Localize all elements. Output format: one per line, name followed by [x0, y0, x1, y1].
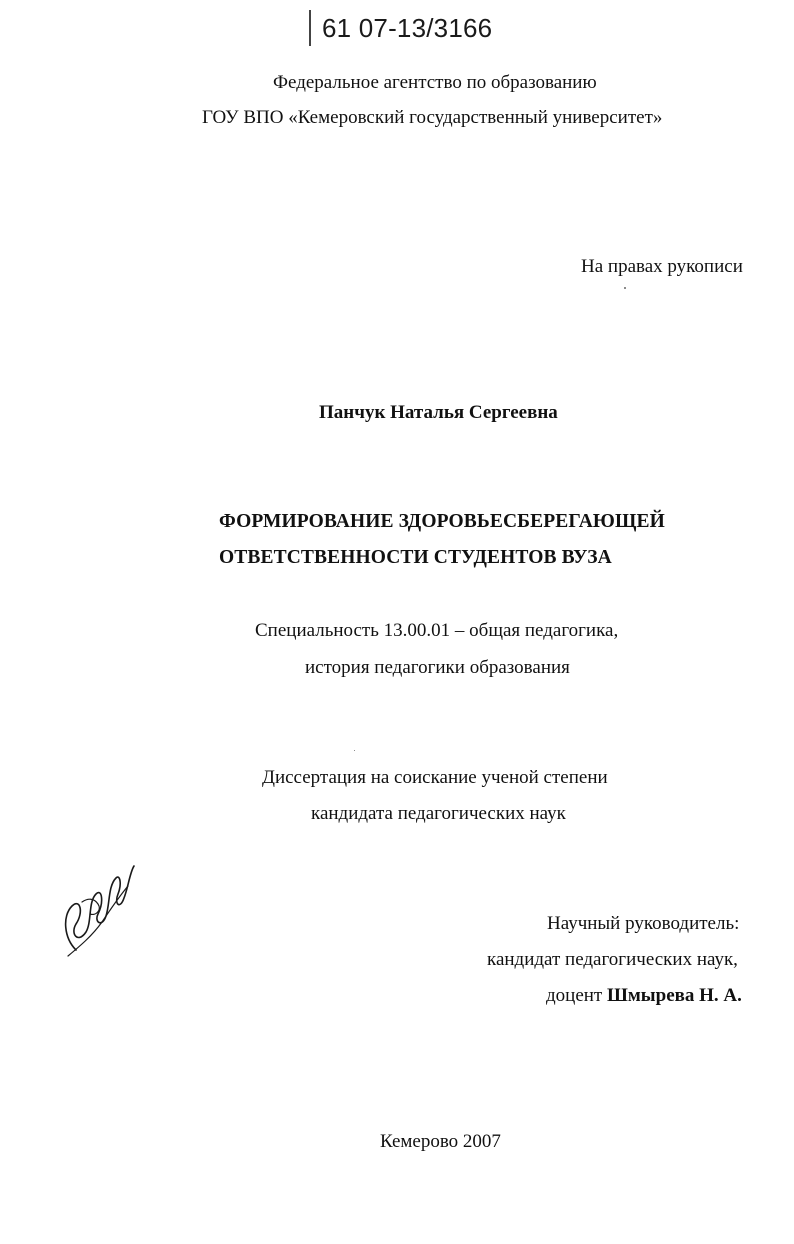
supervisor-name: Шмырева Н. А.	[607, 985, 742, 1006]
degree-line-1: Диссертация на соискание ученой степени	[262, 767, 608, 788]
stamp-divider	[309, 10, 311, 46]
rights-notice: На правах рукописи	[581, 256, 743, 277]
scan-speck	[354, 750, 355, 751]
author-name: Панчук Наталья Сергеевна	[319, 402, 558, 423]
specialty-line-1: Специальность 13.00.01 – общая педагогика,	[255, 620, 619, 641]
archive-stamp-code: 61 07-13/3166	[322, 13, 493, 43]
supervisor-degree: кандидат педагогических наук,	[487, 949, 738, 970]
supervisor-position: доцент	[546, 985, 603, 1006]
degree-line-2: кандидата педагогических наук	[311, 803, 566, 824]
university-name: ГОУ ВПО «Кемеровский государственный университет»	[202, 107, 663, 128]
signature-scribble	[58, 858, 138, 962]
dissertation-title-line-2: ОТВЕТСТВЕННОСТИ СТУДЕНТОВ ВУЗА	[219, 547, 612, 568]
city-year: Кемерово 2007	[380, 1131, 501, 1152]
dissertation-title-line-1: ФОРМИРОВАНИЕ ЗДОРОВЬЕСБЕРЕГАЮЩЕЙ	[219, 511, 665, 532]
supervisor-label: Научный руководитель:	[547, 913, 740, 934]
scan-speck	[624, 287, 626, 289]
specialty-line-2: история педагогики образования	[305, 657, 570, 678]
agency-name: Федеральное агентство по образованию	[273, 72, 597, 93]
supervisor-position-and-name	[546, 985, 742, 1007]
